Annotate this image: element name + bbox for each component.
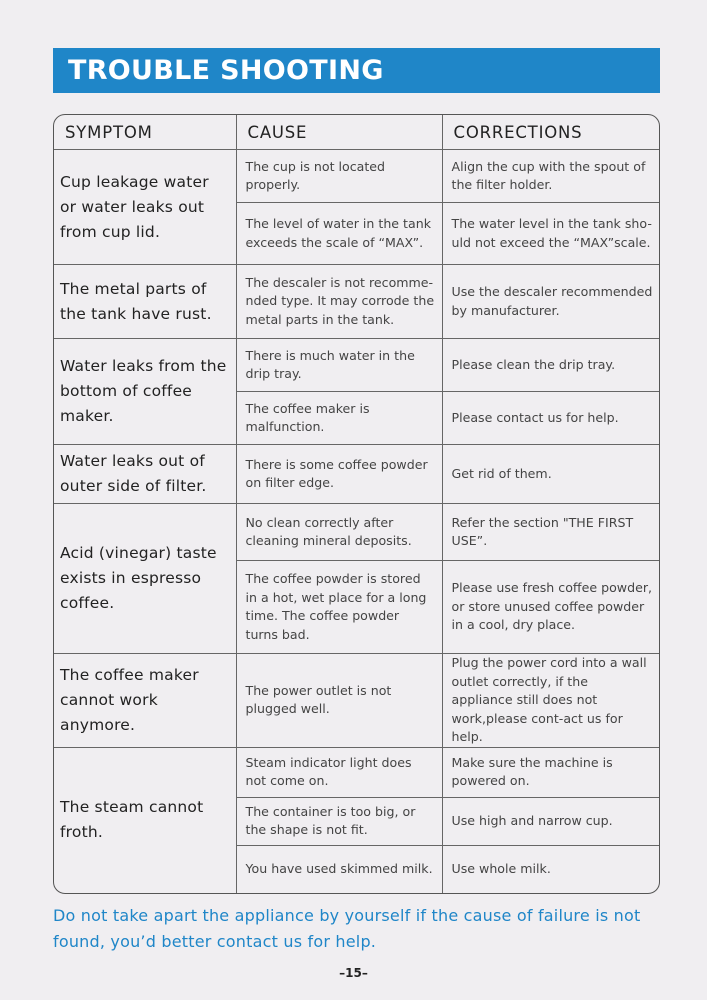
cause-cell: The power outlet is not plugged well. [236, 654, 442, 748]
correction-cell: Make sure the machine is powered on. [442, 747, 659, 797]
cause-cell: The coffee powder is stored in a hot, wet place for a long time. The coffee powder turns bad. [236, 561, 442, 654]
symptom-cell: The metal parts of the tank have rust. [54, 265, 236, 339]
table-row [54, 150, 659, 203]
title-banner [53, 48, 660, 93]
cause-cell: Steam indicator light does not come on. [236, 747, 442, 797]
correction-cell: Please clean the drip tray. [442, 339, 659, 392]
table-header-row [54, 115, 659, 150]
cause-cell: The cup is not located properly. [236, 150, 442, 203]
cause-cell: The level of water in the tank exceeds the scale of “MAX”. [236, 203, 442, 265]
cause-cell: The descaler is not recomme-nded type. It may corrode the metal parts in the tank. [236, 265, 442, 339]
table-row [54, 339, 659, 392]
page-number: –15– [339, 966, 368, 980]
header-corrections: CORRECTIONS [442, 115, 659, 150]
correction-cell: Get rid of them. [442, 445, 659, 504]
symptom-cell: Cup leakage water or water leaks out from cup lid. [54, 150, 236, 265]
troubleshooting-table [53, 114, 660, 894]
table-row [54, 265, 659, 339]
cause-cell: There is some coffee powder on filter edge. [236, 445, 442, 504]
symptom-cell: The coffee maker cannot work anymore. [54, 654, 236, 748]
correction-cell: The water level in the tank sho-uld not exceed the “MAX”scale. [442, 203, 659, 265]
correction-cell: Plug the power cord into a wall outlet correctly, if the appliance still does not work,please cont-act us for help. [442, 654, 659, 748]
table-row [54, 504, 659, 561]
correction-cell: Align the cup with the spout of the filter holder. [442, 150, 659, 203]
symptom-cell: The steam cannot froth. [54, 747, 236, 893]
correction-cell: Please use fresh coffee powder, or store unused coffee powder in a cool, dry place. [442, 561, 659, 654]
cause-cell: No clean correctly after cleaning mineral deposits. [236, 504, 442, 561]
table-row [54, 747, 659, 797]
correction-cell: Use whole milk. [451, 861, 551, 876]
cause-cell: You have used skimmed milk. [236, 845, 442, 893]
page-title: TROUBLE SHOOTING [68, 55, 384, 86]
symptom-cell: Acid (vinegar) taste exists in espresso coffee. [54, 504, 236, 654]
header-symptom: SYMPTOM [54, 115, 236, 150]
table-row [54, 654, 659, 748]
table-row [54, 445, 659, 504]
correction-cell: Please contact us for help. [442, 392, 659, 445]
correction-cell: Use the descaler recommended by manufacturer. [442, 265, 659, 339]
symptom-cell: Water leaks from the bottom of coffee maker. [54, 339, 236, 445]
correction-cell: Use high and narrow cup. [442, 797, 659, 845]
correction-cell: Refer the section "THE FIRST USE”. [442, 504, 659, 561]
help-note: Do not take apart the appliance by yourself if the cause of failure is not found, you’d better contact us for help. [53, 906, 641, 951]
cause-cell: The coffee maker is malfunction. [236, 392, 442, 445]
header-cause: CAUSE [236, 115, 442, 150]
symptom-cell: Water leaks out of outer side of filter. [54, 445, 236, 504]
cause-cell: There is much water in the drip tray. [236, 339, 442, 392]
cause-cell: The container is too big, or the shape is not fit. [236, 797, 442, 845]
